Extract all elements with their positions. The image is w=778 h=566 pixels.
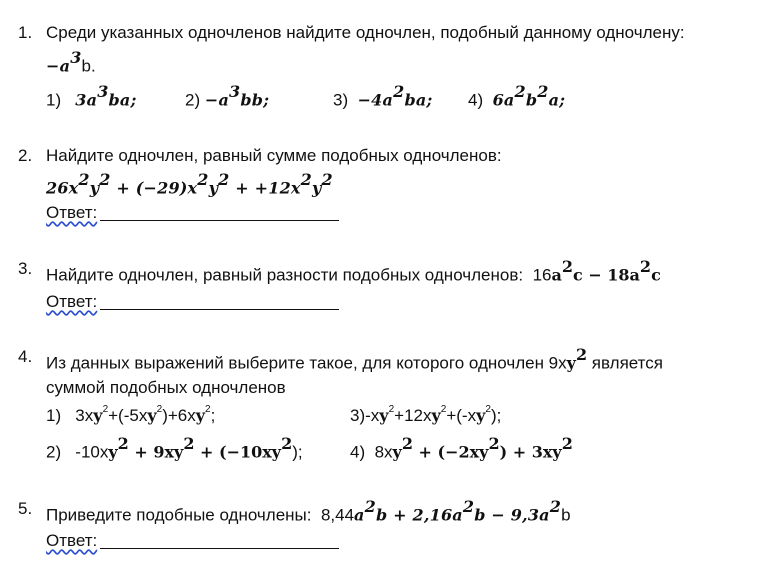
task-5-answer-label: Ответ:	[46, 531, 98, 550]
task-1-text: Среди указанных одночленов найдите одночлен, подобный данному одночлену:	[46, 23, 685, 42]
task-5-number: 5.	[18, 499, 33, 518]
task-3-text: Найдите одночлен, равный разности подобных одночленов: $16a^2c - 18a^2c$	[46, 257, 661, 285]
task-2-expression: $26x^2y^2 + (-29)x^2y^2 + +12x^2y^2$	[46, 170, 333, 198]
task-1-option-2[interactable]: $2) -a^3bb$;	[185, 82, 270, 110]
task-3-answer-label: Ответ:	[46, 292, 98, 311]
task-4-number: 4.	[18, 347, 33, 366]
task-1-number: 1.	[18, 23, 33, 42]
task-2-answer-label: Ответ:	[46, 203, 98, 222]
task-4-option-1[interactable]: 1) $3xy^2+(-5xy^2)+6xy^2$;	[46, 404, 216, 425]
task-3-answer-field[interactable]	[100, 309, 339, 310]
task-2-text: Найдите одночлен, равный сумме подобных одночленов:	[46, 146, 502, 165]
task-5-text: Приведите подобные одночлены: $8,44a^2b + 2,16a^2b - 9,3a^2b$	[46, 497, 571, 525]
task-1-given-monomial: $-a^3b$.	[46, 48, 96, 76]
task-5-answer-field[interactable]	[100, 548, 339, 549]
task-4-text-2: суммой подобных одночленов	[46, 378, 286, 397]
task-1-option-4[interactable]: 4) $6a^2b^2a$;	[468, 82, 566, 110]
task-2-answer-field[interactable]	[100, 220, 339, 221]
task-4-option-2[interactable]: 2) $-10xy^2 + 9xy^2 + (-10xy^2)$;	[46, 434, 303, 462]
task-1-option-1[interactable]: 1) $3a^3ba$;	[46, 82, 137, 110]
task-1-option-3[interactable]: $3) -4a^2ba$;	[333, 82, 433, 110]
task-4-option-4[interactable]: 4) $8xy^2 + (-2xy^2) + 3xy^2$	[350, 434, 573, 462]
task-4-option-3[interactable]: $3)-xy^2+12xy^2+(-xy^2)$;	[350, 404, 502, 425]
task-4-text: Из данных выражений выберите такое, для которого одночлен $9xy^2$ является	[46, 345, 663, 373]
task-2-number: 2.	[18, 146, 33, 165]
task-3-number: 3.	[18, 259, 33, 278]
